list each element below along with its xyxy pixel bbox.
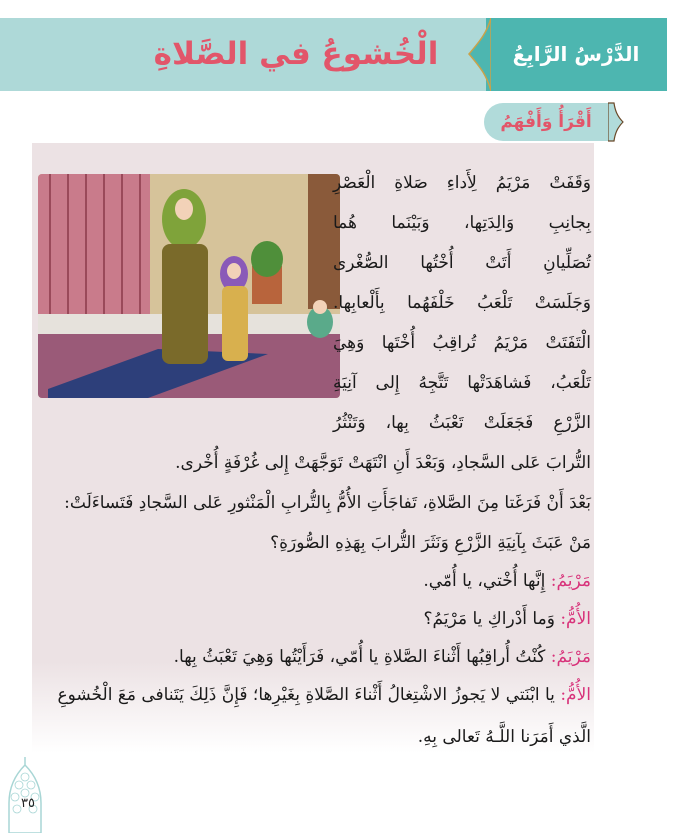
dome-ornament-icon bbox=[5, 755, 45, 833]
story-line: مَنْ عَبَثَ بِآنِيَةِ الزَّرْعِ وَنَثَرَ التُّرابَ بِهَذِهِ الصُّورَةِ؟ bbox=[270, 533, 591, 553]
ornament-notch-icon bbox=[467, 18, 491, 91]
speaker-label: الأُمُّ: bbox=[560, 609, 591, 629]
story-line: بَعْدَ أَنْ فَرَغَتا مِنَ الصَّلاةِ، تَفاجَأَتِ الأُمُّ بِالتُّرابِ الْمَنْثورِ عَلى السَّجادِ فَتَساءَلَتْ: bbox=[64, 493, 591, 513]
story-line: تَلْعَبُ، فَشاهَدَتْها تَتَّجِهُ إِلى آنِيَةِ bbox=[333, 373, 591, 393]
speaker-label: الأُمُّ: bbox=[560, 685, 591, 705]
story-line: الزَّرْعِ فَجَعَلَتْ تَعْبَثُ بِها، وَتَنْثُرُ bbox=[333, 413, 591, 433]
story-line: وَقَفَتْ مَرْيَمُ لِأَداءِ صَلاةِ الْعَصْرِ bbox=[333, 173, 591, 193]
dialogue-line bbox=[424, 606, 592, 632]
dialogue-text: يا ابْنَتي لا يَجوزُ الاشْتِغالُ أَثْناءَ الصَّلاةِ بِغَيْرِها؛ فَإِنَّ ذَلِكَ يَتَنافى مَعَ الْخُشوعِ bbox=[57, 685, 561, 705]
story-illustration bbox=[38, 174, 340, 398]
speaker-label: مَرْيَمُ: bbox=[550, 571, 591, 591]
story-line: بِجانِبِ وَالِدَتِها، وَبَيْنَما هُما bbox=[333, 213, 591, 233]
story-line: التُّرابَ عَلى السَّجادِ، وَبَعْدَ أَنِ انْتَهَتْ تَوَجَّهَتْ إِلى غُرْفَةٍ أُخْرى. bbox=[175, 453, 591, 473]
dialogue-text: إِنَّها أُخْتي، يا أُمّي. bbox=[423, 571, 551, 591]
dialogue-text: وَما أَدْراكِ يا مَرْيَمُ؟ bbox=[423, 609, 561, 629]
dialogue-line bbox=[57, 682, 591, 708]
dialogue-line bbox=[423, 568, 591, 594]
dialogue-line bbox=[174, 644, 591, 670]
page-number: ٣٥ bbox=[21, 796, 35, 811]
closing-line: الَّذي أَمَرَنا اللَّـهُ تَعالى بِهِ. bbox=[417, 727, 591, 747]
dialogue-text: كُنْتُ أُراقِبُها أَثْناءَ الصَّلاةِ يا أُمّي، فَرَأَيْتُها وَهِيَ تَعْبَثُ بِها. bbox=[173, 647, 551, 667]
ornament-notch-icon bbox=[608, 102, 624, 142]
lesson-title: الْخُشوعُ في الصَّلاةِ bbox=[153, 36, 439, 72]
lesson-number: الدَّرْسُ الرَّابِعُ bbox=[512, 42, 640, 66]
section-label: أَقْرَأُ وَأَفْهَمُ bbox=[500, 112, 592, 132]
story-line: الْتَفَتَتْ مَرْيَمُ تُراقِبُ أُخْتَها وَهِيَ bbox=[333, 333, 591, 353]
speaker-label: مَرْيَمُ: bbox=[550, 647, 591, 667]
story-line: وَجَلَسَتْ تَلْعَبُ خَلْفَهُما بِأَلْعابِها. bbox=[333, 293, 591, 313]
story-line: تُصَلِّيانِ أَتَتْ أُخْتُها الصُّغْرى bbox=[333, 253, 591, 273]
